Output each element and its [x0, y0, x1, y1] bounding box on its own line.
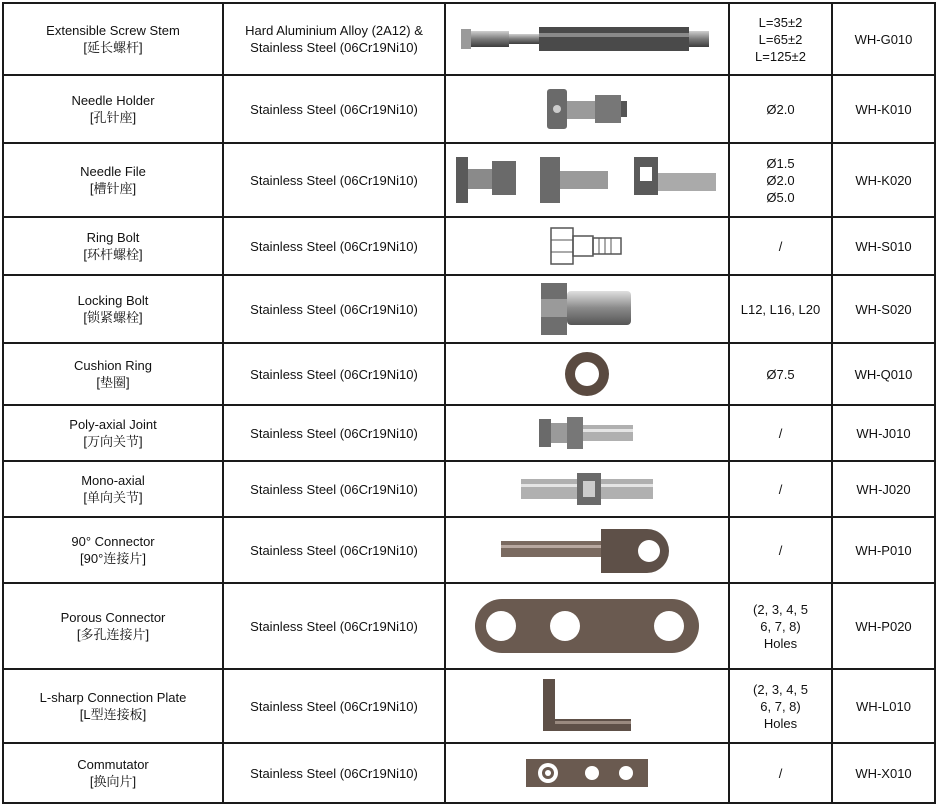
- part-name-cell: [3, 75, 223, 143]
- material-line: Stainless Steel (06Cr19Ni10): [250, 40, 418, 55]
- material-cell: Stainless Steel (06Cr19Ni10): [223, 743, 445, 803]
- spec-line: (2, 3, 4, 5: [753, 601, 808, 617]
- part-name-cell: [3, 217, 223, 275]
- spec-line: (2, 3, 4, 5: [753, 681, 808, 697]
- part-name-cell: [3, 143, 223, 217]
- spec-cell: [729, 583, 832, 669]
- spec-line: L=35±2: [758, 14, 803, 30]
- material-cell: Stainless Steel (06Cr19Ni10): [223, 517, 445, 583]
- part-name: Needle Holder: [71, 93, 155, 108]
- part-name-cn: [延长螺杆]: [83, 40, 143, 55]
- spec-line: L=65±2: [758, 31, 803, 47]
- part-code: WH-S010: [832, 217, 935, 275]
- part-name: Poly-axial Joint: [69, 417, 157, 432]
- part-code: WH-Q010: [832, 343, 935, 405]
- spec-line: Holes: [763, 635, 798, 651]
- part-name-cn: [环杆螺栓]: [83, 247, 143, 262]
- locking-bolt-image: [445, 275, 729, 343]
- part-name-cn: [锁紧螺栓]: [83, 310, 143, 325]
- part-name-cell: [3, 3, 223, 75]
- spec-cell: Ø2.0: [729, 75, 832, 143]
- part-name: Locking Bolt: [77, 293, 149, 308]
- part-name-cell: [3, 275, 223, 343]
- table-row: [3, 405, 935, 461]
- material-cell: Stainless Steel (06Cr19Ni10): [223, 217, 445, 275]
- part-name-cn: [万向关节]: [83, 434, 143, 449]
- part-name: Extensible Screw Stem: [46, 23, 180, 38]
- needle-holder-image: [445, 75, 729, 143]
- part-name-cell: [3, 517, 223, 583]
- spec-line: Holes: [763, 715, 798, 731]
- material-cell: [223, 3, 445, 75]
- material-cell: Stainless Steel (06Cr19Ni10): [223, 583, 445, 669]
- commutator-image: [445, 743, 729, 803]
- part-code: WH-S020: [832, 275, 935, 343]
- table-row: [3, 343, 935, 405]
- material-cell: Stainless Steel (06Cr19Ni10): [223, 669, 445, 743]
- spec-cell: /: [729, 217, 832, 275]
- spec-cell: /: [729, 461, 832, 517]
- spec-line: 6, 7, 8): [760, 618, 801, 634]
- part-name: 90° Connector: [71, 534, 155, 549]
- part-name-cn: [多孔连接片]: [76, 627, 150, 642]
- part-name-cn: [90°连接片]: [80, 551, 146, 566]
- part-code: WH-K010: [832, 75, 935, 143]
- part-name-cn: [单向关节]: [83, 490, 143, 505]
- part-name: Mono-axial: [81, 473, 145, 488]
- part-name: Porous Connector: [60, 610, 166, 625]
- material-cell: Stainless Steel (06Cr19Ni10): [223, 343, 445, 405]
- part-code: WH-P010: [832, 517, 935, 583]
- part-name-cn: [L型连接板]: [79, 707, 147, 722]
- part-name-cn: [槽针座]: [89, 181, 137, 196]
- spec-line: Ø1.5: [766, 155, 795, 171]
- part-name-cell: [3, 583, 223, 669]
- part-code: WH-J020: [832, 461, 935, 517]
- screw-stem-image: [445, 3, 729, 75]
- part-name-cn: [换向片]: [89, 774, 137, 789]
- spec-line: L=125±2: [755, 48, 806, 64]
- part-name-cell: [3, 343, 223, 405]
- poly-axial-joint-image: [445, 405, 729, 461]
- material-cell: Stainless Steel (06Cr19Ni10): [223, 275, 445, 343]
- material-cell: Stainless Steel (06Cr19Ni10): [223, 143, 445, 217]
- spec-cell: Ø7.5: [729, 343, 832, 405]
- spec-cell: [729, 3, 832, 75]
- part-code: WH-P020: [832, 583, 935, 669]
- connector-90-image: [445, 517, 729, 583]
- spec-cell: /: [729, 517, 832, 583]
- part-name-cell: [3, 743, 223, 803]
- spec-line: Ø5.0: [766, 189, 795, 205]
- material-cell: Stainless Steel (06Cr19Ni10): [223, 461, 445, 517]
- table-row: [3, 461, 935, 517]
- part-name: Cushion Ring: [73, 358, 153, 373]
- table-row: [3, 143, 935, 217]
- needle-file-image: [445, 143, 729, 217]
- spec-line: Ø2.0: [766, 172, 795, 188]
- part-name-cell: [3, 405, 223, 461]
- part-code: WH-G010: [832, 3, 935, 75]
- table-row: [3, 217, 935, 275]
- table-row: [3, 275, 935, 343]
- part-code: WH-X010: [832, 743, 935, 803]
- table-row: [3, 583, 935, 669]
- spec-line: 6, 7, 8): [760, 698, 801, 714]
- table-row: [3, 669, 935, 743]
- part-name: Needle File: [80, 164, 146, 179]
- part-name-cell: [3, 669, 223, 743]
- spec-cell: /: [729, 743, 832, 803]
- material-cell: Stainless Steel (06Cr19Ni10): [223, 405, 445, 461]
- cushion-ring-image: [445, 343, 729, 405]
- spec-cell: [729, 143, 832, 217]
- material-cell: Stainless Steel (06Cr19Ni10): [223, 75, 445, 143]
- table-row: [3, 743, 935, 803]
- mono-axial-joint-image: [445, 461, 729, 517]
- spec-cell: L12, L16, L20: [729, 275, 832, 343]
- part-code: WH-K020: [832, 143, 935, 217]
- porous-connector-image: [445, 583, 729, 669]
- ring-bolt-image: [445, 217, 729, 275]
- l-plate-image: [445, 669, 729, 743]
- parts-spec-table: [2, 2, 936, 804]
- part-name-cell: [3, 461, 223, 517]
- part-code: WH-L010: [832, 669, 935, 743]
- table-row: [3, 75, 935, 143]
- spec-cell: [729, 669, 832, 743]
- material-line: Hard Aluminium Alloy (2A12) &: [245, 23, 423, 38]
- part-name: Commutator: [77, 757, 149, 772]
- table-row: [3, 517, 935, 583]
- part-name-cn: [孔针座]: [89, 110, 137, 125]
- table-row: [3, 3, 935, 75]
- part-name: L-sharp Connection Plate: [39, 690, 187, 705]
- part-name-cn: [垫圈]: [96, 375, 130, 390]
- spec-cell: /: [729, 405, 832, 461]
- part-code: WH-J010: [832, 405, 935, 461]
- part-name: Ring Bolt: [86, 230, 140, 245]
